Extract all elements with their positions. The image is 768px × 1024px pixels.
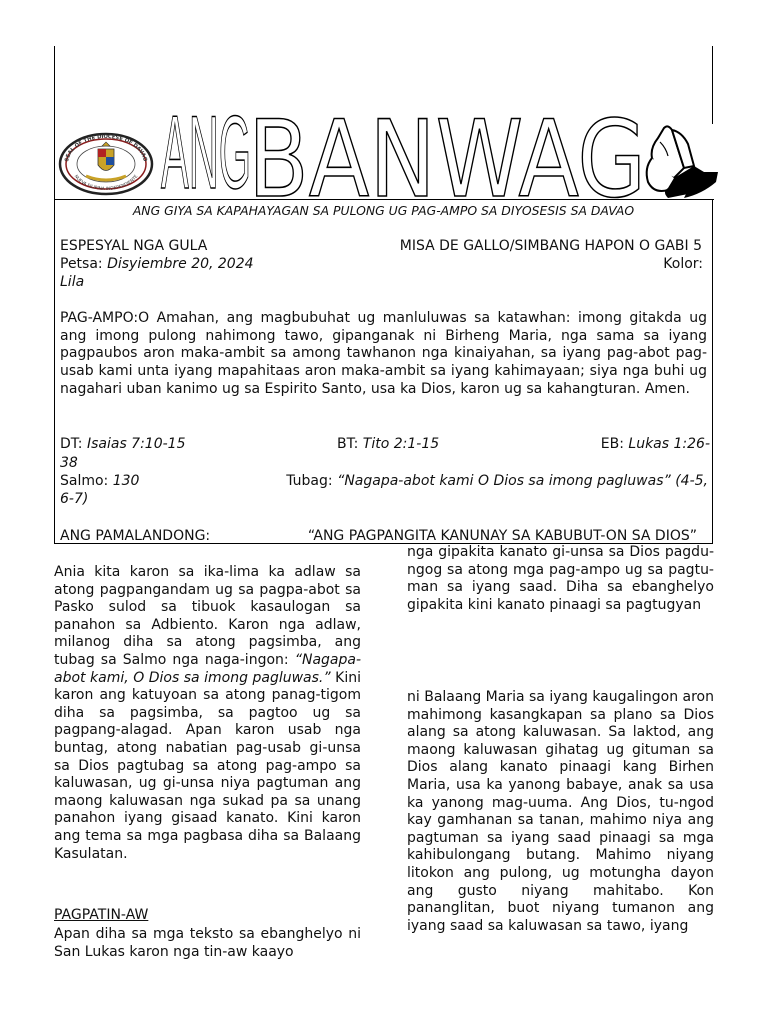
- gospel-value-cont: 38: [60, 455, 78, 471]
- col1-p1-text: Ania kita karon sa ika-lima ka adlaw sa atong pagpangandam ug sa pagpa-abot sa Pasko sulod sa tibuok kasaulogan sa panahon sa Adbiento. Karon nga adlaw, milanog diha sa atong pagsimba, ang tubag sa Salmo nga naga-ingon:: [54, 564, 361, 668]
- gospel-label: EB:: [600, 436, 624, 452]
- psalm-response: [254, 473, 708, 490]
- response-verses-cont: 6-7): [60, 491, 89, 507]
- frame-right: [712, 199, 713, 544]
- prayer-label: PAG-AMPO:: [60, 310, 139, 326]
- response-verses: (4-5,: [675, 473, 708, 489]
- color-label: Kolor:: [663, 256, 703, 272]
- psalm: [60, 473, 139, 490]
- reflection-theme: “ANG PAGPANGITA KANUNAY SA KABUBUT-ON SA DIOS”: [307, 528, 697, 544]
- psalm-value: 130: [112, 473, 140, 489]
- frame-left-top: [54, 46, 55, 199]
- diocese-seal-icon: [58, 132, 154, 196]
- body-col2-p1: nga gipakita kanato gi-unsa sa Dios pagdu-ngog sa atong mga pag-ampo ug sa pagtu-man sa iyang saad. Diha sa ebanghelyo gipakita kini kanato pinaagi sa pagtugyan: [407, 544, 714, 613]
- special-guide-title: ESPESYAL NGA GULA: [60, 238, 208, 254]
- title-banwag: [246, 112, 650, 200]
- title-banwag-text: BANWAG: [248, 112, 646, 200]
- seal-bottom-text: NUEVA FILIPINA INDEPENDIENTE: [72, 174, 140, 193]
- gospel-value: Lukas 1:26-: [628, 436, 710, 452]
- color-value: Lila: [60, 274, 85, 290]
- body-col2-p2: ni Balaang Maria sa iyang kaugalingon aron mahimong kasangkapan sa plano sa Dios alang sa atong kaluwasan. Sa laktod, ang maong kaluwasan gihatag ug gituman sa Dios alang kanato pinaagi kang Birhen Maria, usa ka yanong babaye, anak sa usa ka yanong mag-uuma. Ang Dios, tu-ngod kay gamhanan sa tanan, mahimo niya ang pagtuman sa iyang saad pinaagi sa mga kahibulongang butang. Mahimo niyang litokon ang pulong, ug motungha dayon ang gusto niyang mahitabo. Kon pananglitan, buot niyang tumanon ang iyang saad sa kaluwasan sa tawo, iyang: [407, 689, 714, 934]
- frame-left: [54, 199, 55, 544]
- gospel-reading: [601, 436, 710, 453]
- response-label: Tubag:: [286, 473, 333, 489]
- date-value: Disyiembre 20, 2024: [107, 256, 254, 272]
- prayer-text: O Amahan, ang magbubuhat ug manluluwas sa katawhan: imong gitakda ug ang imong pulong nahimong tawo, gipanganak ni Birheng Maria, nga sama sa iyang pagpaubos aron maka-ambit sa among tawhanon nga kinaiyahan, sa iyang pag-abot pag-usab kami unta iyang mapahitaas aron maka-ambit sa iyang kahimayaan; siya nga buhi ug nagahari uban kanimo ug sa Espirito Santo, usa ka Dios, karon ug sa kahangturan. Amen.: [60, 310, 707, 397]
- title-ang-text: ANG: [161, 104, 251, 202]
- response-value: “Nagapa-abot kami O Dios sa imong pagluwas”: [337, 473, 671, 489]
- psalm-label: Salmo:: [60, 473, 109, 489]
- tagline: ANG GIYA SA KAPAHAYAGAN SA PULONG UG PAG-AMPO SA DIYOSESIS SA DAVAO: [132, 203, 635, 218]
- mass-title: MISA DE GALLO/SIMBANG HAPON O GABI 5: [399, 238, 702, 254]
- seal-ring-text: SEAL OF THE DIOCESE OF DAVAO: [64, 133, 148, 163]
- second-reading-value: Tito 2:1-15: [362, 436, 440, 452]
- section-heading: PAGPATIN-AW: [54, 907, 149, 923]
- body-col1-p2: Apan diha sa mga teksto sa ebanghelyo ni San Lukas karon nga tin-aw kaayo: [54, 926, 361, 960]
- reflection-label: ANG PAMALANDONG:: [60, 528, 211, 544]
- second-reading: [337, 436, 439, 453]
- frame-right-top: [712, 46, 713, 124]
- title-ang: [158, 104, 254, 202]
- opening-prayer: [60, 310, 707, 399]
- date-label: Petsa:: [60, 256, 103, 272]
- first-reading-label: DT:: [60, 436, 83, 452]
- date-line: [60, 256, 254, 273]
- praying-hands-icon: [638, 122, 722, 202]
- col1-p1-quote: “Nagapa-abot kami, O Dios sa imong pagluwas.”: [54, 651, 362, 686]
- first-reading-value: Isaias 7:10-15: [86, 436, 186, 452]
- col1-p1-text-b: Kini karon ang katuyoan sa atong panag-tigom diha sa pagsimba, sa pagtoo ug sa pagpang-alagad. Apan karon usab nga buntag, atong nabatian pag-usab gi-unsa sa Dios pagtubag sa atong pag-ampo sa kaluwasan, ug gi-unsa niya pagtuman ang maong kaluwasan nga sukad pa sa unang panahon iyang gisaad kanato. Kini karon ang tema sa mga pagbasa diha sa Balaang Kasulatan.: [54, 669, 361, 862]
- first-reading: [60, 436, 186, 453]
- body-col1-p1: [54, 564, 361, 863]
- second-reading-label: BT:: [337, 436, 359, 452]
